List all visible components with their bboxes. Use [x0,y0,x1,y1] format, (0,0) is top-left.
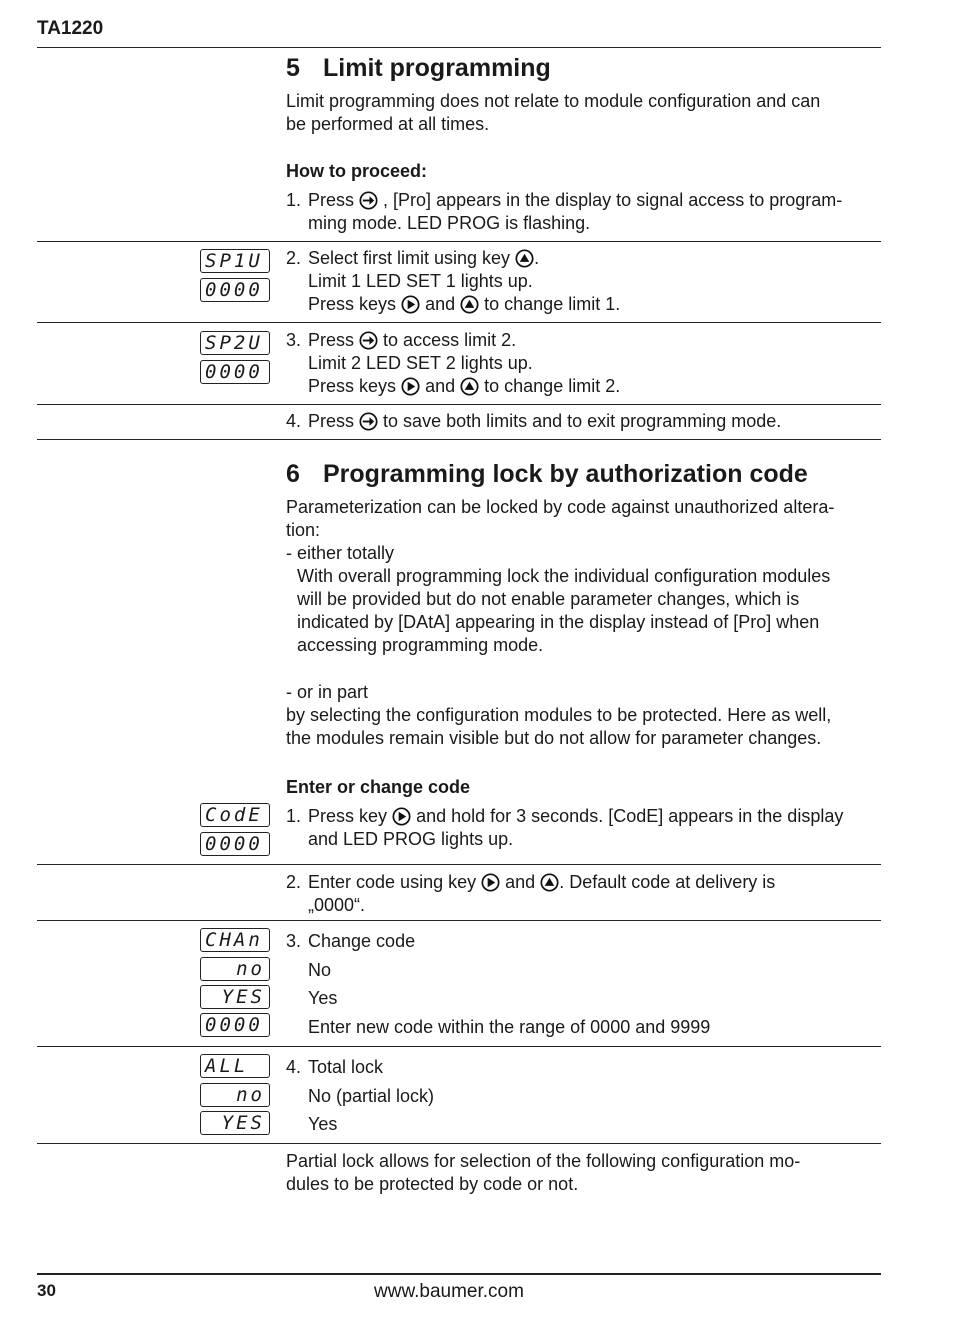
step-text: Press key [308,806,388,826]
option-yes: Yes [308,1114,338,1134]
step-text: Press keys [308,294,397,314]
step-text: and hold for 3 seconds. [CodE] appears in the display [416,806,844,826]
lcd-display-sp1: SP1U [200,249,270,273]
lcd-display-all: ALL [200,1054,270,1078]
row-divider [37,1046,881,1047]
text-line: Partial lock allows for selection of the following configuration mo- [286,1151,801,1171]
lcd-display-value: 0000 [200,832,270,856]
step-text: Total lock [308,1057,384,1077]
option-yes: Yes [308,988,338,1008]
text-line: tion: [286,520,321,540]
code-step-2 [286,871,775,917]
step-number: 4. [286,1057,302,1077]
option-no: No [308,960,332,980]
up-arrow-key-icon [460,295,479,314]
section-title: Programming lock by authorization code [323,460,808,488]
step-text: Press [308,330,355,350]
step-number: 2. [286,248,302,268]
step-text: to access limit 2. [383,330,517,350]
closing-paragraph [286,1150,881,1196]
step-text: Select first limit using key [308,248,511,268]
step-4 [286,410,781,433]
section-6-heading [286,460,808,489]
section-5-intro [286,90,881,136]
text-line: accessing programming mode. [297,635,544,655]
step-text: Limit 1 LED SET 1 lights up. [308,271,533,291]
row-divider [37,920,881,921]
up-arrow-key-icon [515,249,534,268]
right-arrow-key-icon [401,295,420,314]
row-divider [37,322,881,323]
step-number: 1. [286,806,302,826]
lcd-display-chan: CHAn [200,928,270,952]
row-divider [37,864,881,865]
step-3 [286,329,620,398]
lcd-display-code: CodE [200,803,270,827]
row-divider [37,404,881,405]
text-line: Parameterization can be locked by code against unauthorized altera- [286,497,835,517]
step-text: and [505,872,536,892]
lcd-display-sp2: SP2U [200,331,270,355]
section-number: 6 [286,460,300,488]
lcd-display-no: no [200,1083,270,1107]
step-number: 4. [286,411,302,431]
code-step-3 [286,930,415,953]
up-arrow-key-icon [460,377,479,396]
lcd-display-yes: YES [200,1111,270,1135]
row-divider [37,241,881,242]
page-number: 30 [37,1281,56,1300]
header-rule [37,47,881,48]
enter-key-icon [359,412,378,431]
text-line: With overall programming lock the individual configuration modules [297,566,831,586]
enter-key-icon [359,191,378,210]
step-text: Limit 2 LED SET 2 lights up. [308,353,533,373]
step-text: and [425,376,456,396]
step-1 [286,189,842,235]
enter-change-code-heading: Enter or change code [286,777,471,797]
text-line: - either totally [286,543,395,563]
right-arrow-key-icon [481,873,500,892]
step-text: Press [308,411,355,431]
step-text: and LED PROG lights up. [308,829,514,849]
step-text: to save both limits and to exit programming mode. [383,411,782,431]
text-line: - or in part [286,682,369,702]
right-arrow-key-icon [392,807,411,826]
code-step-4 [286,1056,383,1079]
step-text: Press [308,190,355,210]
text-line: Limit programming does not relate to module configuration and can [286,91,821,111]
option-new-code: Enter new code within the range of 0000 and 9999 [308,1017,711,1037]
footer-rule [37,1273,881,1275]
section-number: 5 [286,54,300,82]
lcd-display-yes: YES [200,985,270,1009]
section-6-body [286,496,881,750]
footer-url: www.baumer.com [374,1281,524,1302]
step-text: ming mode. LED PROG is flashing. [308,213,591,233]
text-line: the modules remain visible but do not allow for parameter changes. [286,728,822,748]
row-divider [37,439,881,440]
step-2 [286,247,620,316]
step-text: to change limit 2. [484,376,621,396]
text-line: by selecting the configuration modules to be protected. Here as well, [286,705,832,725]
step-number: 3. [286,931,302,951]
step-text: Press keys [308,376,397,396]
text-line: be performed at all times. [286,114,490,134]
option-partial-lock: No (partial lock) [308,1086,435,1106]
lcd-display-value: 0000 [200,1013,270,1037]
text-line: indicated by [DAtA] appearing in the display instead of [Pro] when [297,612,820,632]
step-number: 2. [286,872,302,892]
lcd-display-no: no [200,957,270,981]
step-text: . Default code at delivery is [559,872,776,892]
step-text: to change limit 1. [484,294,621,314]
section-5-heading [286,54,551,83]
text-line: dules to be protected by code or not. [286,1174,579,1194]
step-text: and [425,294,456,314]
enter-key-icon [359,331,378,350]
how-to-proceed-heading: How to proceed: [286,161,428,181]
step-text: . [534,248,540,268]
right-arrow-key-icon [401,377,420,396]
step-number: 1. [286,190,302,210]
step-text: , [Pro] appears in the display to signal access to program- [383,190,843,210]
section-title: Limit programming [323,54,551,82]
document-model-title: TA1220 [37,18,104,39]
row-divider [37,1143,881,1144]
code-step-1 [286,805,843,851]
step-text: Change code [308,931,416,951]
text-line: will be provided but do not enable parameter changes, which is [297,589,800,609]
step-text: „0000“. [308,895,366,915]
lcd-display-value: 0000 [200,278,270,302]
step-text: Enter code using key [308,872,477,892]
step-number: 3. [286,330,302,350]
lcd-display-value: 0000 [200,360,270,384]
up-arrow-key-icon [540,873,559,892]
